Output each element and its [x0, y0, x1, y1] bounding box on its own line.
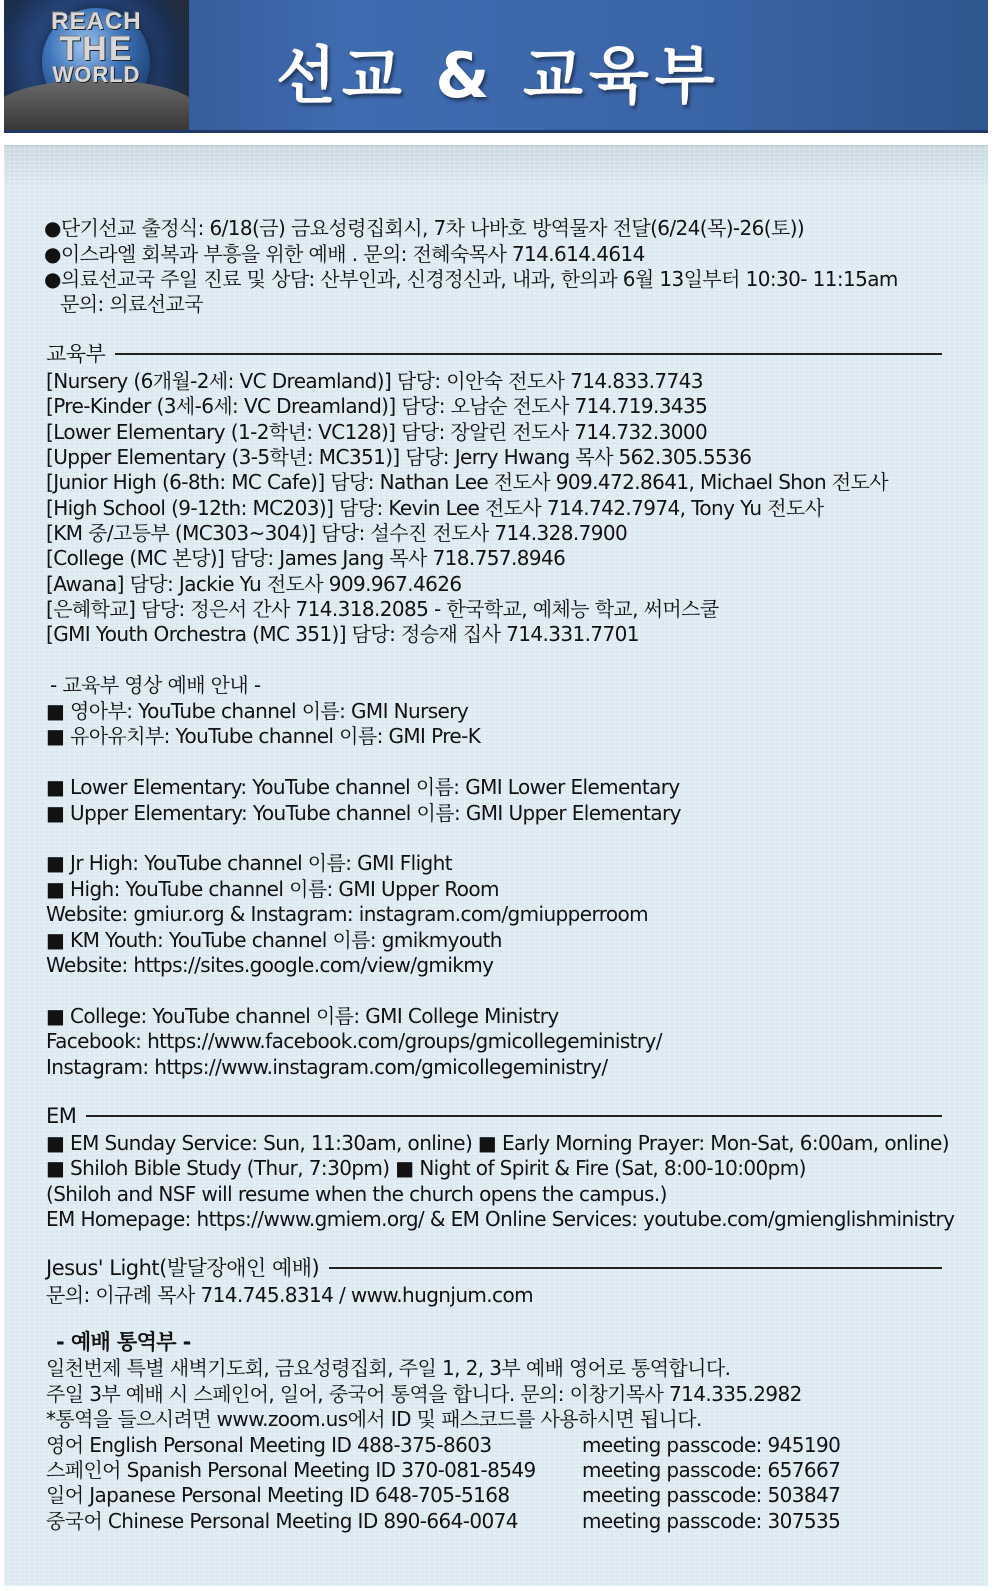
jesus-light-heading-label: Jesus' Light(발달장애인 예배)	[46, 1256, 320, 1280]
education-item: [Pre-Kinder (3세-6세: VC Dreamland)] 담당: 오남순 전도사 714.719.3435	[46, 394, 708, 418]
jesus-light-heading	[46, 1255, 942, 1281]
meeting-passcode: meeting passcode: 945190	[582, 1433, 841, 1457]
interpretation-heading: - 예배 통역부 -	[56, 1330, 191, 1354]
video-item: ■ 유아유치부: YouTube channel 이름: GMI Pre-K	[46, 724, 481, 748]
video-item: ■ College: YouTube channel 이름: GMI College Ministry	[46, 1004, 559, 1028]
interpretation-line: 일천번제 특별 새벽기도회, 금요성령집회, 주일 1, 2, 3부 예배 영어로 통역합니다.	[46, 1356, 731, 1380]
announcement-line: ●단기선교 출정식: 6/18(금) 금요성령집회시, 7차 나바호 방역물자 전달(6/24(목)-26(토))	[44, 216, 805, 240]
education-item: [Lower Elementary (1-2학년: VC128)] 담당: 장알린 전도사 714.732.3000	[46, 420, 708, 444]
meeting-passcode: meeting passcode: 503847	[582, 1483, 841, 1507]
education-item: [KM 중/고등부 (MC303~304)] 담당: 설수진 전도사 714.328.7900	[46, 521, 628, 545]
reach-the-world-logo	[4, 0, 189, 130]
section-rule	[86, 1115, 942, 1117]
education-item: [Upper Elementary (3-5학년: MC351)] 담당: Jerry Hwang 목사 562.305.5536	[46, 445, 752, 469]
education-item: [Nursery (6개월-2세: VC Dreamland)] 담당: 이안숙 전도사 714.833.7743	[46, 369, 703, 393]
video-website-link[interactable]: Website: gmiur.org & Instagram: instagram.com/gmiupperroom	[46, 902, 649, 926]
meeting-passcode: meeting passcode: 307535	[582, 1509, 841, 1533]
meeting-id: 중국어 Chinese Personal Meeting ID 890-664-0074	[46, 1509, 518, 1533]
video-item: ■ Jr High: YouTube channel 이름: GMI Flight	[46, 851, 452, 875]
meeting-passcode: meeting passcode: 657667	[582, 1458, 841, 1482]
education-item: [은혜학교] 담당: 정은서 간사 714.318.2085 - 한국학교, 예체능 학교, 써머스쿨	[46, 597, 719, 621]
education-item: [High School (9-12th: MC203)] 담당: Kevin Lee 전도사 714.742.7974, Tony Yu 전도사	[46, 496, 824, 520]
announcement-line: ●의료선교국 주일 진료 및 상담: 산부인과, 신경정신과, 내과, 한의과 6월 13일부터 10:30- 11:15am	[44, 267, 898, 291]
header-banner	[4, 0, 988, 133]
meeting-id: 영어 English Personal Meeting ID 488-375-8603	[46, 1433, 492, 1457]
bulletin-content	[4, 145, 988, 1586]
interpretation-line: *통역을 들으시려면 www.zoom.us에서 ID 및 패스코드를 사용하시면 됩니다.	[46, 1407, 702, 1431]
jesus-light-contact: 문의: 이규례 목사 714.745.8314 / www.hugnjum.com	[46, 1283, 533, 1307]
logo-text-world: WORLD	[52, 62, 141, 87]
section-rule	[329, 1267, 942, 1269]
video-website-link[interactable]: Website: https://sites.google.com/view/gmikmy	[46, 953, 494, 977]
video-item: ■ High: YouTube channel 이름: GMI Upper Room	[46, 877, 499, 901]
education-item: [College (MC 본당)] 담당: James Jang 목사 718.757.8946	[46, 546, 566, 570]
em-line: ■ Shiloh Bible Study (Thur, 7:30pm) ■ Night of Spirit & Fire (Sat, 8:00-10:00pm)	[46, 1156, 806, 1180]
facebook-link[interactable]: Facebook: https://www.facebook.com/groups/gmicollegeministry/	[46, 1029, 662, 1053]
education-heading	[46, 341, 942, 367]
logo-text-reach: REACH	[51, 8, 142, 35]
header-divider	[4, 133, 988, 145]
education-item: [Junior High (6-8th: MC Cafe)] 담당: Nathan Lee 전도사 909.472.8641, Michael Shon 전도사	[46, 470, 889, 494]
meeting-id: 스페인어 Spanish Personal Meeting ID 370-081-8549	[46, 1458, 536, 1482]
em-homepage-link[interactable]: EM Homepage: https://www.gmiem.org/ & EM Online Services: youtube.com/gmienglishministry	[46, 1207, 955, 1231]
education-item: [Awana] 담당: Jackie Yu 전도사 909.967.4626	[46, 572, 462, 596]
em-heading-label: EM	[46, 1104, 77, 1128]
logo-text-the: THE	[59, 30, 134, 68]
video-item: ■ 영아부: YouTube channel 이름: GMI Nursery	[46, 699, 469, 723]
video-item: ■ Lower Elementary: YouTube channel 이름: GMI Lower Elementary	[46, 775, 680, 799]
announcement-line: 문의: 의료선교국	[60, 292, 203, 316]
announcement-line: ●이스라엘 회복과 부흥을 위한 예배 . 문의: 전혜숙목사 714.614.4614	[44, 242, 645, 266]
video-heading: - 교육부 영상 예배 안내 -	[50, 673, 261, 697]
page-title: 선교 & 교육부	[276, 39, 721, 112]
instagram-link[interactable]: Instagram: https://www.instagram.com/gmicollegeministry/	[46, 1055, 608, 1079]
em-line: (Shiloh and NSF will resume when the church opens the campus.)	[46, 1182, 667, 1206]
education-item: [GMI Youth Orchestra (MC 351)] 담당: 정승재 집사 714.331.7701	[46, 622, 639, 646]
em-heading	[46, 1103, 942, 1129]
video-item: ■ KM Youth: YouTube channel 이름: gmikmyouth	[46, 928, 502, 952]
education-heading-label: 교육부	[46, 342, 106, 366]
meeting-id: 일어 Japanese Personal Meeting ID 648-705-5168	[46, 1483, 510, 1507]
section-rule	[115, 353, 942, 355]
em-line: ■ EM Sunday Service: Sun, 11:30am, online) ■ Early Morning Prayer: Mon-Sat, 6:00am, online)	[46, 1131, 949, 1155]
interpretation-line: 주일 3부 예배 시 스페인어, 일어, 중국어 통역을 합니다. 문의: 이창기목사 714.335.2982	[46, 1382, 802, 1406]
video-item: ■ Upper Elementary: YouTube channel 이름: GMI Upper Elementary	[46, 801, 681, 825]
